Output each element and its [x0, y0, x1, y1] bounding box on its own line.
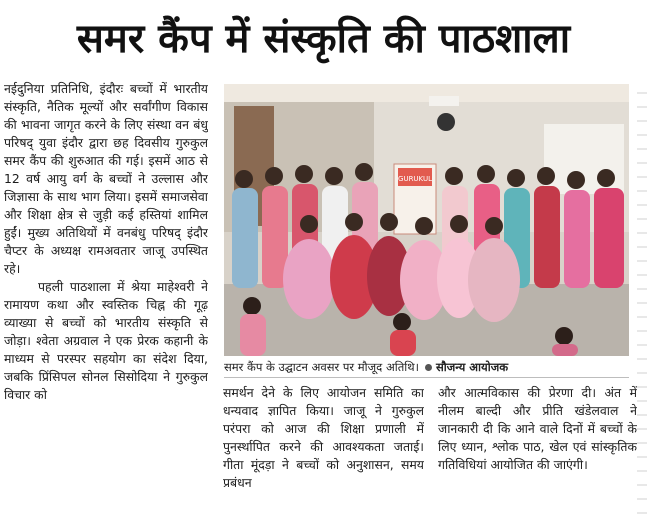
banner-text: GURUKUL	[398, 175, 432, 183]
bullet-icon	[425, 364, 432, 371]
article-column-middle	[223, 384, 424, 520]
photo-caption	[224, 357, 629, 378]
article-column-left	[4, 80, 208, 520]
article-paragraph-2: पहली पाठशाला में श्रेया माहेश्वरी ने रामायण कथा और स्वस्तिक चिह्न की गूढ़ व्याख्या से बच्चों को भारतीय संस्कृति से जोड़ा। श्वेता अग्रवाल ने एक प्रेरक कहानी के माध्यम से परस्पर सहयोग का संदेश दिया, जबकि प्रिंसिपल सोनल सिसोदिया ने गुरुकुल विचार को	[4, 279, 208, 402]
article-paragraph-4: और आत्मविकास की प्रेरणा दी। अंत में नीलम बाल्दी और प्रीति खंडेलवाल ने जानकारी दी कि आने वाले दिनों में बच्चों के लिए ध्यान, श्लोक पाठ, खेल एवं सांस्कृतिक गतिविधियां आयोजित की जाएंगी।	[438, 385, 637, 472]
group-photo-illustration	[224, 84, 629, 356]
article-column-right	[438, 384, 637, 520]
photo-credit: सौजन्य आयोजक	[435, 360, 509, 374]
adjacent-column-edge	[637, 80, 647, 520]
news-photo	[224, 84, 629, 356]
article-paragraph-3: समर्थन देने के लिए आयोजन समिति का धन्यवाद ज्ञापित किया। जाजू ने गुरुकुल परंपरा को आज की शिक्षा प्रणाली में पुनर्स्थापित करने की आवश्यकता जताई। गीता मूंदड़ा ने बच्चों को अनुशासन, समय प्रबंधन	[223, 385, 424, 490]
caption-text: समर कैंप के उद्घाटन अवसर पर मौजूद अतिथि।	[224, 360, 419, 374]
headline: समर कैंप में संस्कृति की पाठशाला	[76, 16, 571, 62]
article-paragraph-1: नईदुनिया प्रतिनिधि, इंदौरः बच्चों में भारतीय संस्कृति, नैतिक मूल्यों और सर्वांगीण विकास की भावना जागृत करने के लिए संस्था वन बंधु परिषद् युवा इंदौर द्वारा छह दिवसीय गुरुकुल समर कैंप की शुरुआत की गई। इसमें आठ से 12 वर्ष आयु वर्ग के बच्चों ने उल्लास और जिज्ञासा के साथ भाग लिया। इसमें समाजसेवा और शिक्षा क्षेत्र से जुड़ी कई हस्तियां शामिल हुईं। मुख्य अतिथियों में वनबंधु परिषद् इंदौर चैप्टर के अध्यक्ष रामअवतार जाजू उपस्थित रहे।	[4, 81, 208, 276]
